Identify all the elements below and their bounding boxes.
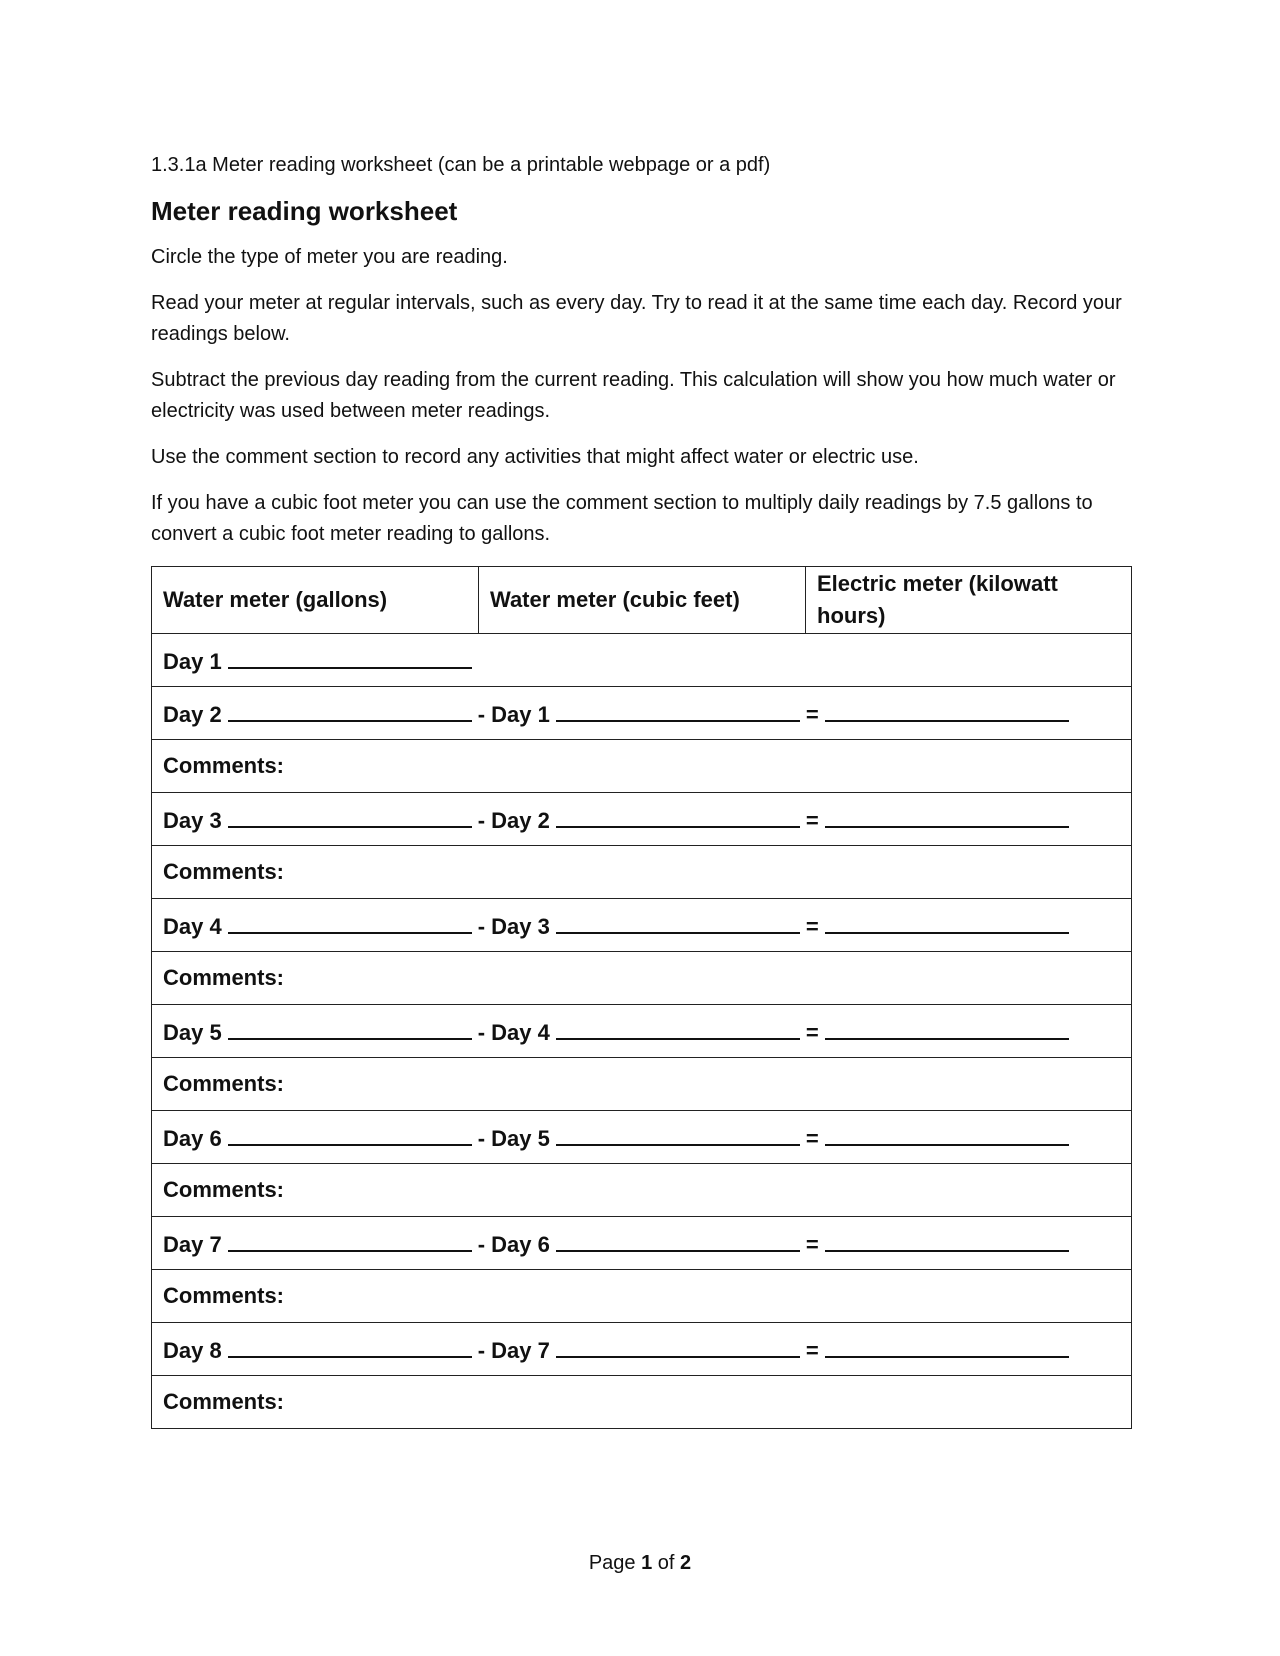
current-day-blank[interactable]	[228, 1228, 472, 1252]
table-row-comments	[152, 952, 1132, 1005]
result-blank[interactable]	[825, 1228, 1069, 1252]
footer-of-label: of	[657, 1552, 675, 1574]
result-blank[interactable]	[825, 1334, 1069, 1358]
table-row-comments	[152, 740, 1132, 793]
reading-cell	[152, 1111, 1132, 1164]
reading-cell	[152, 1005, 1132, 1058]
equals-sign: =	[805, 914, 819, 939]
comments-cell[interactable]	[152, 1164, 1132, 1217]
result-group	[806, 1016, 1069, 1046]
current-day-blank[interactable]	[228, 698, 472, 722]
reading-cell	[152, 793, 1132, 846]
reading-cell	[152, 687, 1132, 740]
result-group	[806, 1122, 1069, 1152]
instruction-cubic-foot: If you have a cubic foot meter you can use the comment section to multiply daily readings by 7.5 gallons to convert a cubic foot meter reading to gallons.	[151, 492, 1093, 545]
current-day-group	[163, 1016, 472, 1046]
equals-sign: =	[805, 1020, 819, 1045]
result-group	[806, 910, 1069, 940]
comments-label: Comments:	[163, 1283, 285, 1308]
comments-cell[interactable]	[152, 846, 1132, 899]
column-header-electric-kwh: Electric meter (kilowatt hours)	[806, 567, 1132, 634]
equals-sign: =	[805, 1338, 819, 1363]
previous-day-group	[478, 1016, 800, 1046]
day1-label: Day 1	[163, 649, 222, 674]
result-group	[806, 804, 1069, 834]
reading-cell	[152, 1323, 1132, 1376]
previous-day-group	[478, 910, 800, 940]
current-day-group	[163, 910, 472, 940]
table-row-day1	[152, 634, 1132, 687]
result-group	[806, 1334, 1069, 1364]
comments-label: Comments:	[163, 1071, 285, 1096]
previous-day-group	[478, 1122, 800, 1152]
table-row-reading	[152, 687, 1132, 740]
current-day-blank[interactable]	[228, 804, 472, 828]
table-row-reading	[152, 1005, 1132, 1058]
table-row-comments	[152, 1270, 1132, 1323]
current-day-label: Day 7	[163, 1232, 222, 1257]
current-day-label: Day 8	[163, 1338, 222, 1363]
comments-cell[interactable]	[152, 740, 1132, 793]
table-row-reading	[152, 1111, 1132, 1164]
equals-sign: =	[805, 808, 819, 833]
document-subtitle: 1.3.1a Meter reading worksheet (can be a printable webpage or a pdf)	[151, 154, 771, 176]
table-row-reading	[152, 1217, 1132, 1270]
result-blank[interactable]	[825, 1122, 1069, 1146]
previous-day-label: - Day 6	[477, 1232, 550, 1257]
current-day-label: Day 3	[163, 808, 222, 833]
result-group	[806, 698, 1069, 728]
current-day-group	[163, 804, 472, 834]
table-row-comments	[152, 1058, 1132, 1111]
equals-sign: =	[805, 1126, 819, 1151]
comments-label: Comments:	[163, 1389, 285, 1414]
table-header-row	[152, 567, 1132, 634]
column-header-water-gallons: Water meter (gallons)	[152, 567, 479, 634]
current-day-blank[interactable]	[228, 910, 472, 934]
previous-day-label: - Day 1	[477, 702, 550, 727]
result-blank[interactable]	[825, 910, 1069, 934]
previous-day-blank[interactable]	[556, 804, 800, 828]
reading-cell	[152, 1217, 1132, 1270]
comments-cell[interactable]	[152, 1376, 1132, 1429]
previous-day-blank[interactable]	[556, 1122, 800, 1146]
current-day-group	[163, 698, 472, 728]
day1-cell	[152, 634, 1132, 687]
current-day-group	[163, 1334, 472, 1364]
previous-day-label: - Day 4	[477, 1020, 550, 1045]
worksheet-page	[151, 150, 1131, 1429]
previous-day-blank[interactable]	[556, 1334, 800, 1358]
previous-day-label: - Day 3	[477, 914, 550, 939]
comments-cell[interactable]	[152, 1270, 1132, 1323]
previous-day-label: - Day 5	[477, 1126, 550, 1151]
previous-day-group	[478, 1228, 800, 1258]
instruction-subtract: Subtract the previous day reading from the current reading. This calculation will show you how much water or electricity was used between meter readings.	[151, 369, 1116, 422]
comments-label: Comments:	[163, 965, 285, 990]
table-row-comments	[152, 846, 1132, 899]
comments-cell[interactable]	[152, 1058, 1132, 1111]
previous-day-blank[interactable]	[556, 910, 800, 934]
footer-page-number: 1	[641, 1552, 653, 1574]
result-group	[806, 1228, 1069, 1258]
instruction-comments: Use the comment section to record any activities that might affect water or electric use.	[151, 446, 919, 468]
current-day-blank[interactable]	[228, 1016, 472, 1040]
column-header-water-cubic-feet: Water meter (cubic feet)	[479, 567, 806, 634]
result-blank[interactable]	[825, 1016, 1069, 1040]
day1-blank[interactable]	[228, 645, 472, 669]
table-row-reading	[152, 899, 1132, 952]
comments-cell[interactable]	[152, 952, 1132, 1005]
footer-page-label: Page	[588, 1552, 636, 1574]
current-day-label: Day 4	[163, 914, 222, 939]
previous-day-label: - Day 7	[477, 1338, 550, 1363]
current-day-blank[interactable]	[228, 1334, 472, 1358]
comments-label: Comments:	[163, 859, 285, 884]
comments-label: Comments:	[163, 753, 285, 778]
current-day-label: Day 6	[163, 1126, 222, 1151]
page-title: Meter reading worksheet	[151, 196, 458, 226]
current-day-label: Day 5	[163, 1020, 222, 1045]
previous-day-blank[interactable]	[556, 1016, 800, 1040]
equals-sign: =	[805, 1232, 819, 1257]
previous-day-blank[interactable]	[556, 1228, 800, 1252]
comments-label: Comments:	[163, 1177, 285, 1202]
previous-day-group	[478, 1334, 800, 1364]
instruction-read: Read your meter at regular intervals, such as every day. Try to read it at the same time each day. Record your readings below.	[151, 292, 1122, 345]
meter-reading-table	[151, 566, 1132, 1429]
table-row-comments	[152, 1376, 1132, 1429]
current-day-group	[163, 1122, 472, 1152]
equals-sign: =	[805, 702, 819, 727]
instruction-circle: Circle the type of meter you are reading.	[151, 246, 508, 268]
footer-page-total: 2	[680, 1552, 692, 1574]
previous-day-label: - Day 2	[477, 808, 550, 833]
result-blank[interactable]	[825, 698, 1069, 722]
reading-cell	[152, 899, 1132, 952]
current-day-blank[interactable]	[228, 1122, 472, 1146]
page-footer	[0, 1552, 1280, 1575]
table-row-reading	[152, 1323, 1132, 1376]
previous-day-group	[478, 804, 800, 834]
table-row-comments	[152, 1164, 1132, 1217]
previous-day-group	[478, 698, 800, 728]
result-blank[interactable]	[825, 804, 1069, 828]
table-row-reading	[152, 793, 1132, 846]
previous-day-blank[interactable]	[556, 698, 800, 722]
current-day-label: Day 2	[163, 702, 222, 727]
current-day-group	[163, 1228, 472, 1258]
